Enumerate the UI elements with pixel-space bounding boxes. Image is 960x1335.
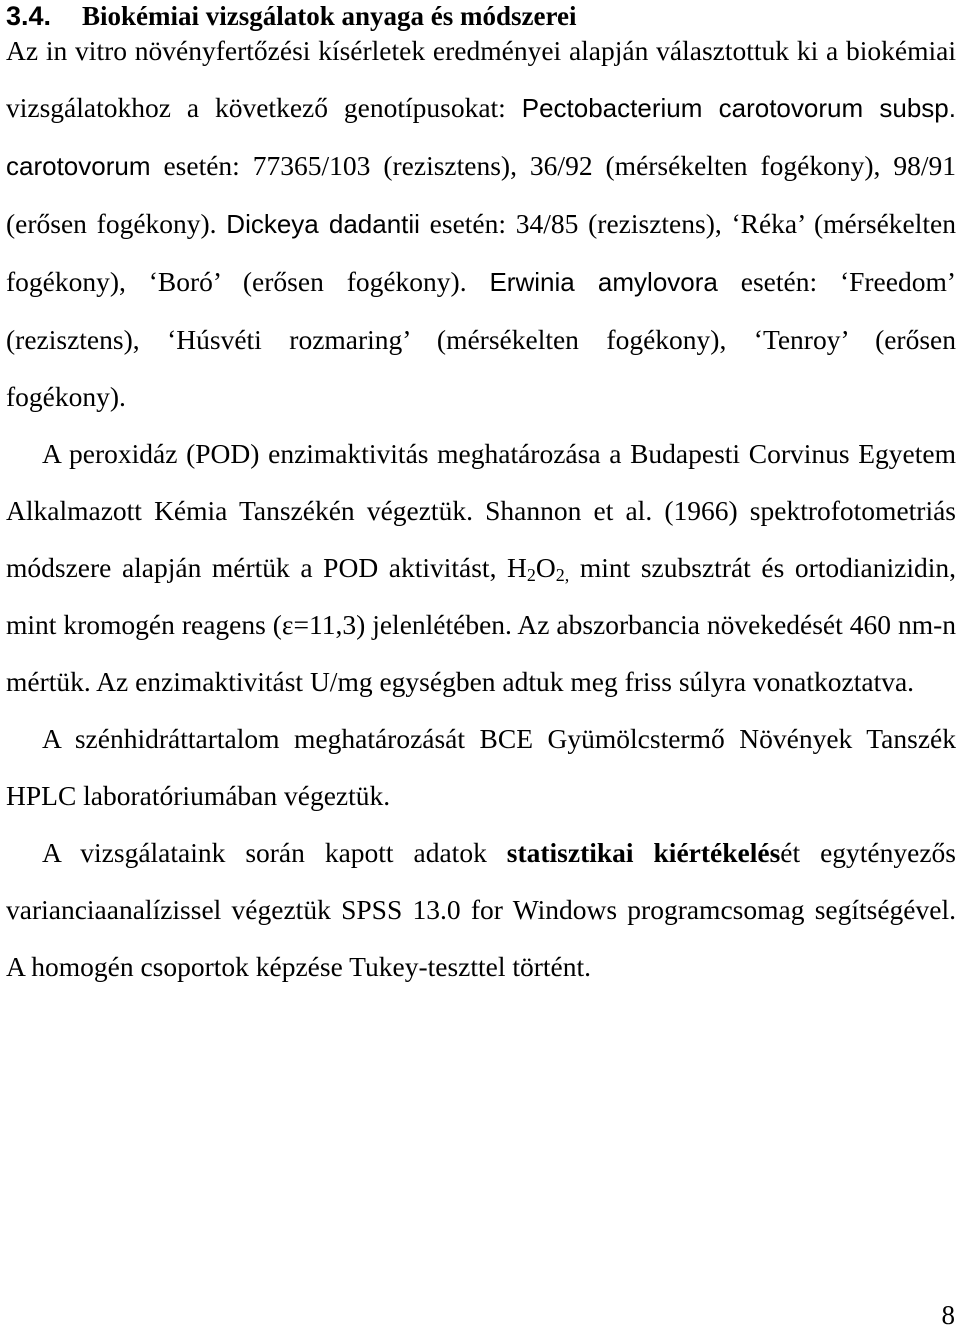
statistics-text-2: ét egytényezős varianciaanalízissel végeztük SPSS 13.0 for Windows programcsomag segítségével. A homogén csoportok képzése Tukey-teszttel történt. [6, 837, 956, 982]
carbohydrate-text: A szénhidráttartalom meghatározását BCE Gyümölcstermő Növények Tanszék HPLC laboratóriumában végeztük. [6, 723, 956, 811]
erwinia-species: Erwinia amylovora [489, 267, 718, 297]
page-number: 8 [941, 1300, 955, 1330]
pectobacterium-genotypes: esetén: 77365/103 (rezisztens), 36/92 (mérsékelten fogékony), 98/91 (erősen fogékony). [6, 150, 956, 239]
pod-subscript-1: 2 [526, 565, 536, 585]
statistics-bold: statisztikai kiértékelés [506, 837, 781, 868]
statistics-text-1: A vizsgálataink során kapott adatok [42, 837, 507, 868]
intro-text: Az in vitro növényfertőzési kísérletek eredményei alapján választottuk ki a biokémiai vizsgálatokhoz a következő genotípusokat: [6, 35, 956, 123]
dickeya-genotypes: esetén: 34/85 (rezisztens), ‘Réka’ (mérsékelten fogékony), ‘Boró’ (erősen fogékony). [6, 208, 956, 297]
pod-text-2: O [535, 552, 556, 583]
pectobacterium-species: Pectobacterium carotovorum subsp. carotovorum [6, 93, 956, 181]
section-number: 3.4. [6, 1, 52, 31]
pod-text-3: mint szubsztrát és ortodianizidin, mint kromogén reagens (ε=11,3) jelenlétében. Az abszorbancia növekedését 460 nm-n mértük. Az enzimaktivitást U/mg egységben adtuk meg friss súlyra vonatkoztatva. [6, 552, 957, 697]
statistics-paragraph [6, 824, 956, 995]
pod-text-1: A peroxidáz (POD) enzimaktivitás meghatározása a Budapesti Corvinus Egyetem Alkalmazott Kémia Tanszékén végeztük. Shannon et al. (1966) spektrofotometriás módszere alapján mértük a POD aktivitást, H [6, 438, 956, 583]
pod-paragraph [6, 425, 956, 710]
pod-subscript-2: 2, [555, 565, 570, 585]
document-page [6, 0, 956, 995]
erwinia-genotypes: esetén: ‘Freedom’ (rezisztens), ‘Húsvéti rozmaring’ (mérsékelten fogékony), ‘Tenroy’ (erősen fogékony). [6, 266, 957, 412]
carbohydrate-paragraph [6, 710, 956, 824]
section-title: Biokémiai vizsgálatok anyaga és módszerei [82, 1, 577, 31]
dickeya-species: Dickeya dadantii [226, 209, 420, 239]
intro-paragraph [6, 22, 956, 425]
